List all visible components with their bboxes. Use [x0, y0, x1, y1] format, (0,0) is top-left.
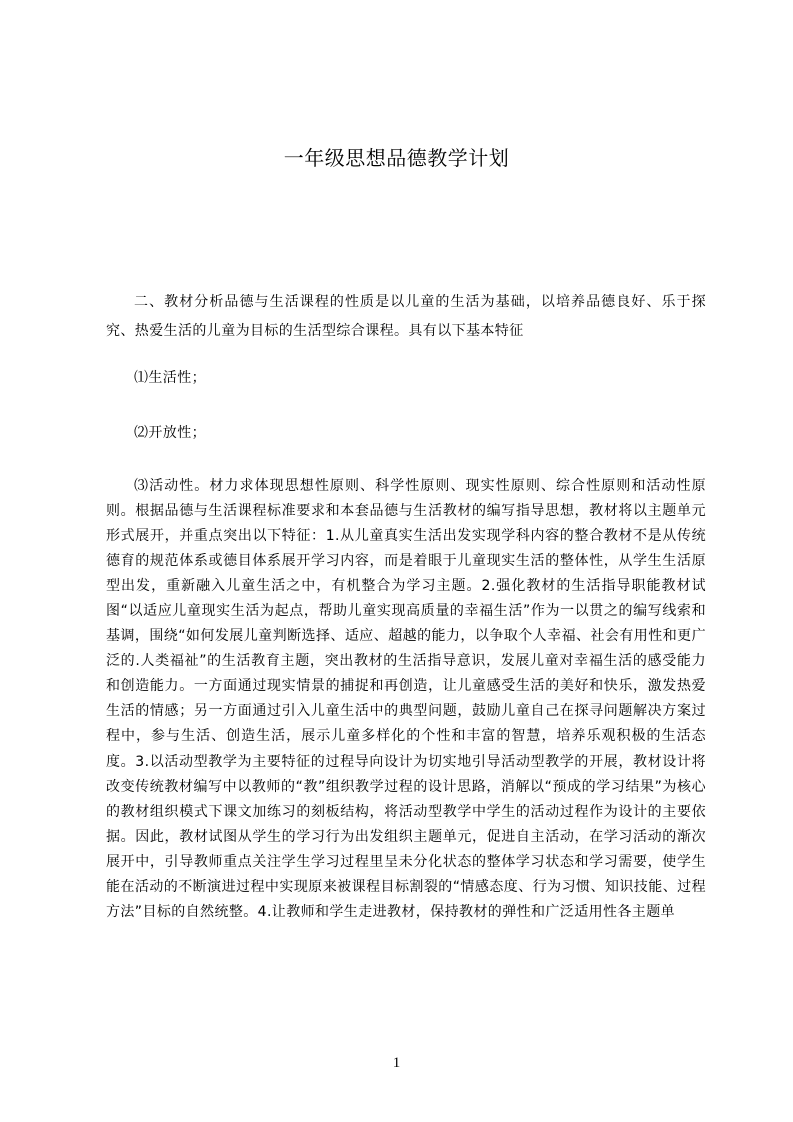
page-title: 一年级思想品德教学计划 — [283, 146, 510, 170]
paragraph-feature-living: ⑴生活性； — [134, 370, 206, 386]
paragraph-feature-open: ⑵开放性； — [134, 425, 206, 441]
page-number: 1 — [392, 1055, 401, 1071]
paragraph-textbook-analysis: 二、教材分析品德与生活课程的性质是以儿童的生活为基础，以培养品德良好、乐于探究、热爱生活的儿童为目标的生活型综合课程。具有以下基本特征 — [106, 294, 706, 339]
paragraph-feature-activity: ⑶活动性。材力求体现思想性原则、科学性原则、现实性原则、综合性原则和活动性原则。根据品德与生活课程标准要求和本套品德与生活教材的编写指导思想，教材将以主题单元形式展开，并重点突出以下特征：1.从儿童真实生活出发实现学科内容的整合教材不是从传统德育的规范体系或德目体系展开学习内容，而是着眼于儿童现实生活的整体性，从学生生活原型出发，重新融入儿童生活之中，有机整合为学习主题。2.强化教材的生活指导职能教材试图“以适应儿童现实生活为起点，帮助儿童实现高质量的幸福生活”作为一以贯之的编写线索和基调，围绕“如何发展儿童判断选择、适应、超越的能力，以争取个人幸福、社会有用性和更广泛的.人类福祉”的生活教育主题，突出教材的生活指导意识，发展儿童对幸福生活的感受能力和创造能力。一方面通过现实情景的捕捉和再创造，让儿童感受生活的美好和快乐，激发热爱生活的情感；另一方面通过引入儿童生活中的典型问题，鼓励儿童自己在探寻问题解决方案过程中，参与生活、创造生活，展示儿童多样化的个性和丰富的智慧，培养乐观积极的生活态度。3.以活动型教学为主要特征的过程导向设计为切实地引导活动型教学的开展，教材设计将改变传统教材编写中以教师的“教”组织教学过程的设计思路，消解以“预成的学习结果”为核心的教材组织模式下课文加练习的刻板结构，将活动型教学中学生的活动过程作为设计的主要依据。因此，教材试图从学生的学习行为出发组织主题单元，促进自主活动，在学习活动的渐次展开中，引导教师重点关注学生学习过程里呈未分化状态的整体学习状态和学习需要，使学生能在活动的不断演进过程中实现原来被课程目标割裂的“情感态度、行为习惯、知识技能、过程方法”目标的自然统整。4.让教师和学生走进教材，保持教材的弹性和广泛适用性各主题单 — [106, 478, 706, 920]
